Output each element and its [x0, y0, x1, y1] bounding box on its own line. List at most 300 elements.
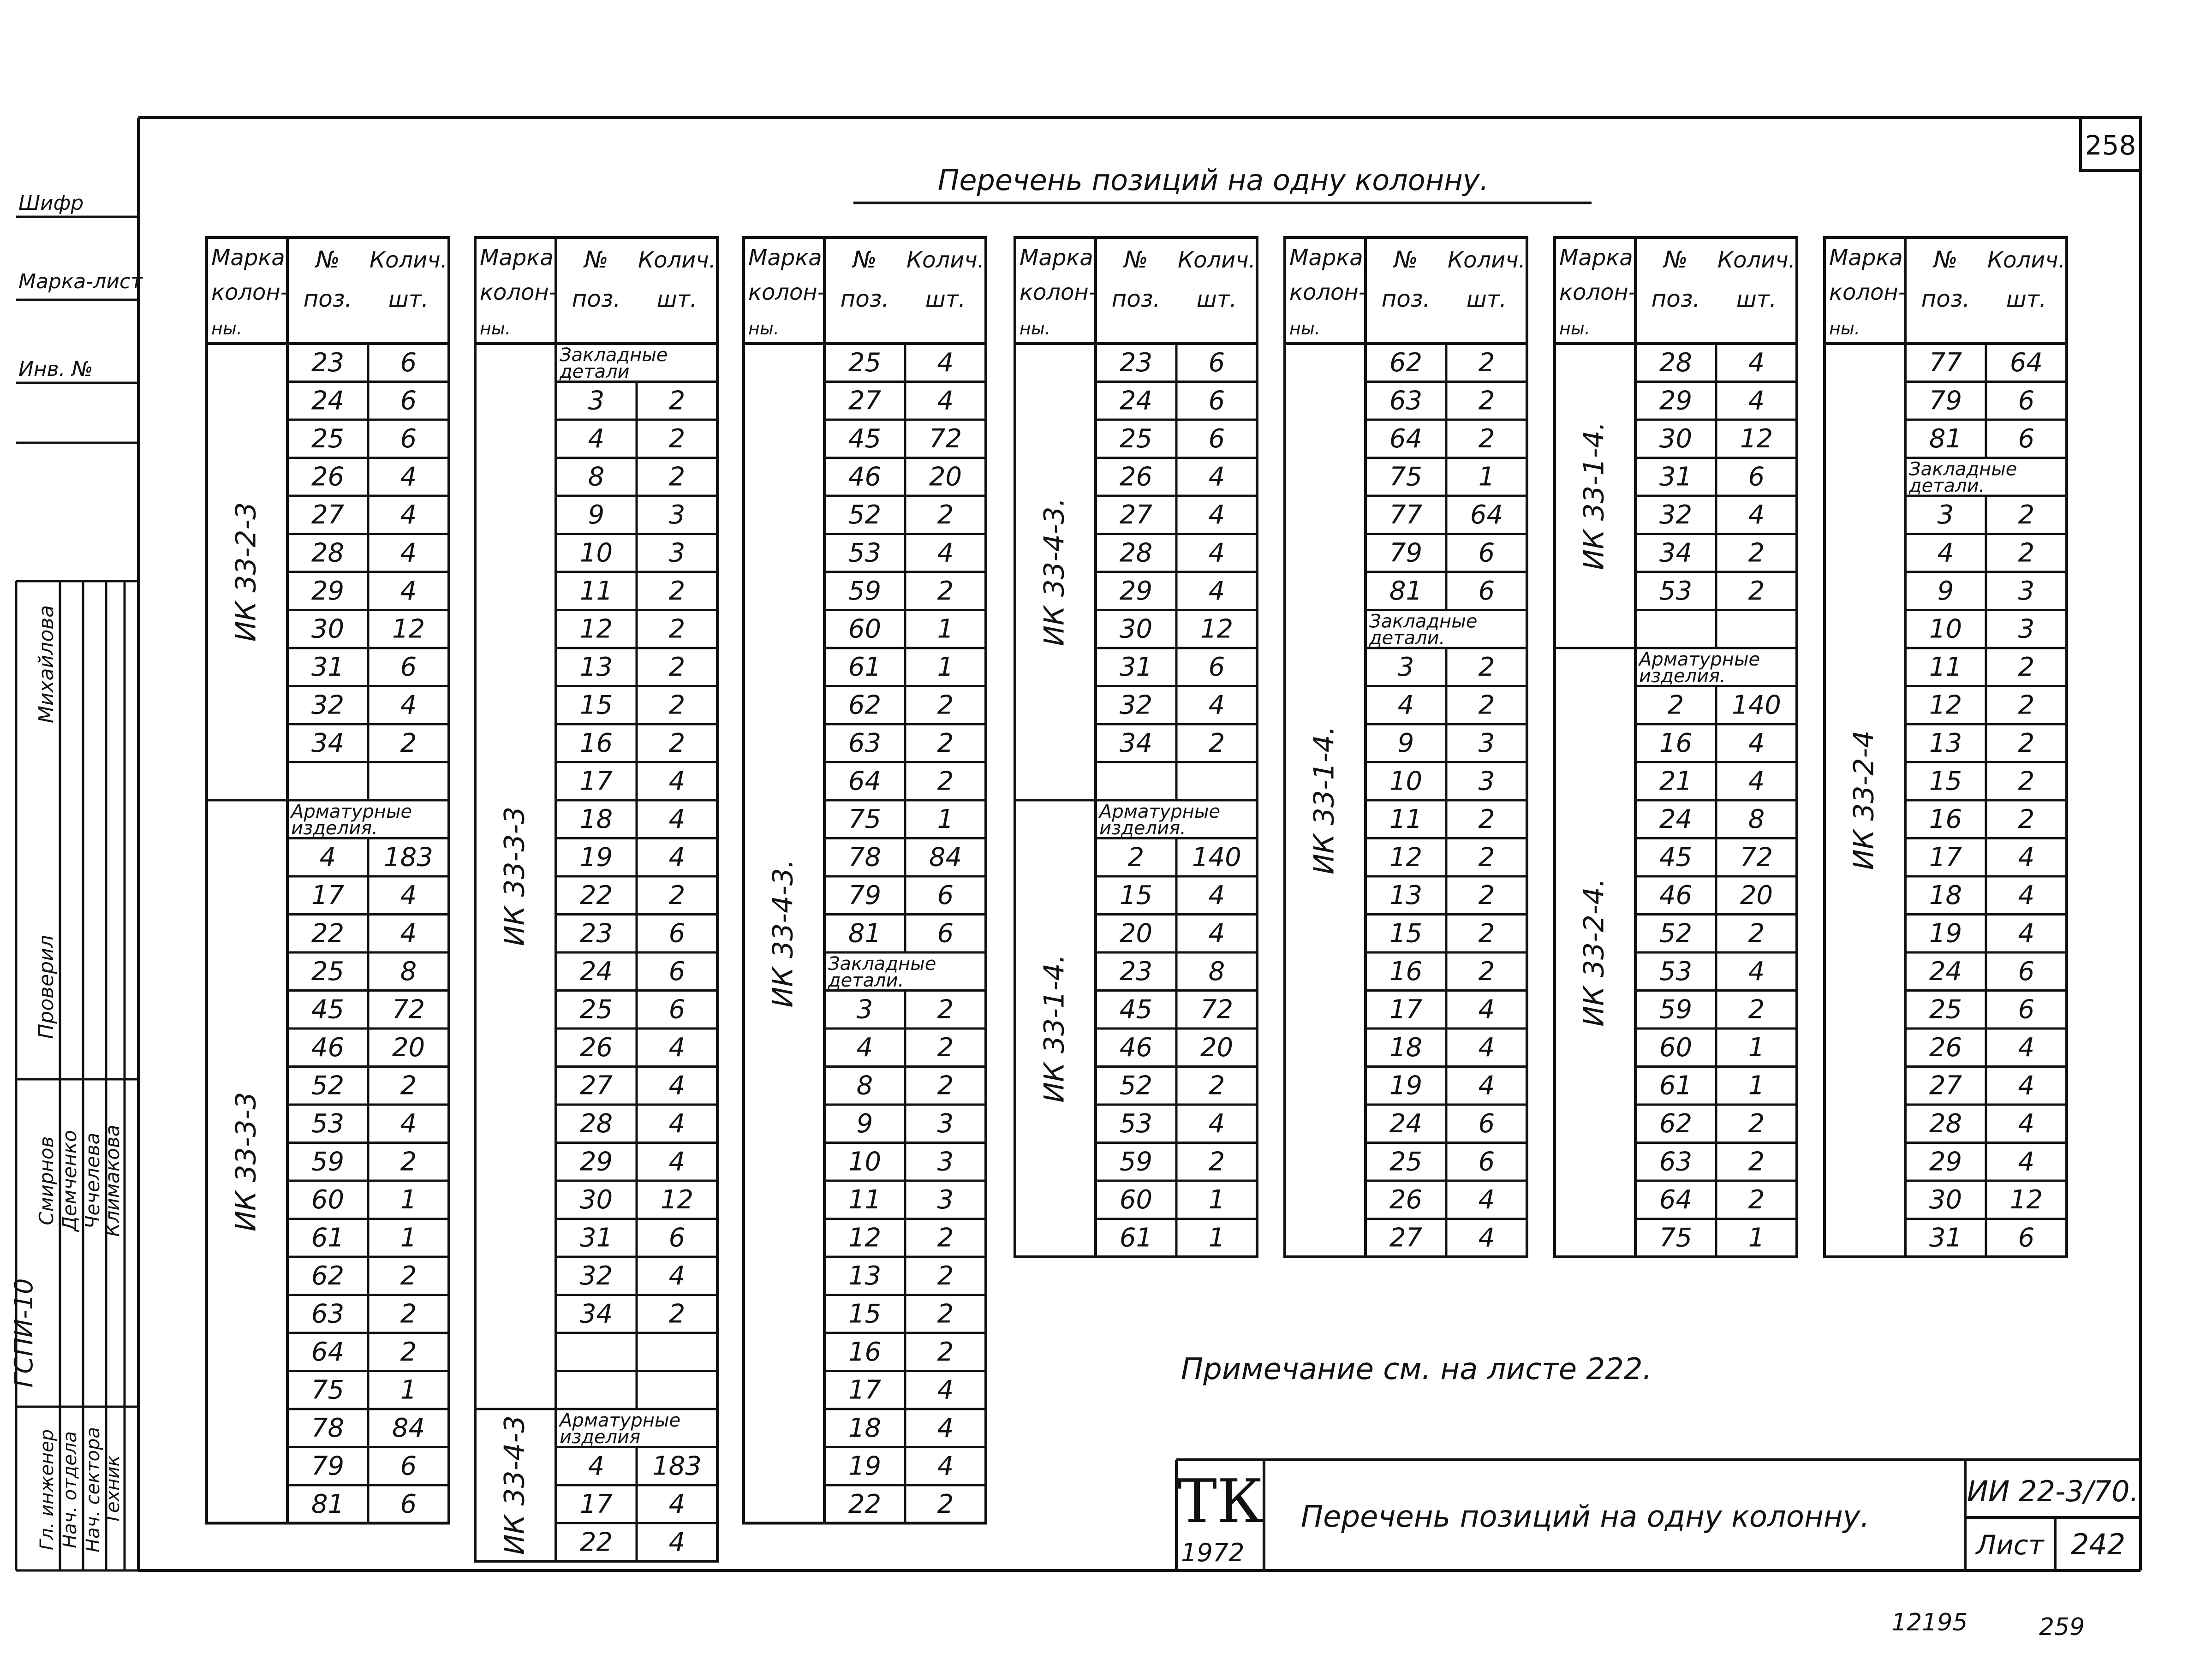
qty-cell: 2 — [1748, 576, 1765, 606]
column-mark: ИК 33-3-3 — [498, 806, 531, 946]
qty-cell: 1 — [1208, 1185, 1225, 1215]
pos-cell: 28 — [1929, 1109, 1962, 1139]
header-qty: шт. — [388, 286, 429, 312]
qty-cell: 183 — [384, 842, 433, 873]
pos-cell: 15 — [1119, 880, 1153, 910]
pos-cell: 24 — [1389, 1109, 1423, 1139]
table-row — [1659, 1109, 1765, 1139]
qty-cell: 4 — [400, 690, 417, 720]
pos-cell: 32 — [1119, 690, 1153, 720]
table-row — [1120, 424, 1225, 454]
pos-cell: 15 — [1929, 766, 1962, 797]
pos-cell: 13 — [1929, 728, 1962, 758]
table-row — [580, 919, 685, 949]
table-row — [1659, 728, 1765, 758]
table-row — [1120, 957, 1225, 987]
qty-cell: 4 — [400, 1109, 417, 1139]
table-row — [848, 538, 954, 568]
header-pos: № — [853, 246, 877, 273]
table-row — [1659, 538, 1765, 568]
pos-cell: 62 — [1659, 1109, 1693, 1139]
qty-cell: 2 — [937, 1070, 954, 1101]
side-label: Инв. № — [18, 357, 93, 381]
qty-cell: 3 — [2018, 614, 2035, 644]
header-pos: поз. — [840, 285, 889, 312]
pos-cell: 16 — [1929, 804, 1962, 834]
qty-cell: 4 — [1208, 690, 1225, 720]
position-table-6 — [1555, 238, 1797, 1257]
qty-cell: 2 — [937, 1223, 954, 1253]
pos-cell: 79 — [1929, 386, 1962, 416]
header-pos: поз. — [1111, 285, 1161, 312]
table-row — [848, 919, 954, 949]
table-row — [1389, 1223, 1495, 1253]
table-row — [1929, 424, 2034, 454]
table-row — [1389, 957, 1495, 987]
table-row — [559, 345, 668, 382]
qty-cell: 2 — [2018, 766, 2035, 797]
qty-cell: 4 — [1208, 500, 1225, 530]
table-row — [580, 690, 685, 720]
table-row — [1659, 919, 1765, 949]
table-row — [1659, 995, 1765, 1025]
table-row — [1929, 843, 2034, 873]
stamp-name: Демченко — [58, 1130, 81, 1231]
pos-cell: 8 — [588, 462, 605, 492]
header-mark: Марка — [1289, 245, 1363, 271]
header-pos: № — [1124, 246, 1148, 273]
table-row — [848, 728, 954, 758]
table-row — [558, 1410, 680, 1448]
qty-cell: 1 — [937, 614, 954, 644]
column-mark: ИК 33-1-4. — [1038, 954, 1071, 1103]
table-row — [311, 1451, 417, 1481]
table-row — [311, 1185, 417, 1215]
header-mark: Марка — [211, 245, 285, 271]
footer-left: 12195 — [1891, 1609, 1968, 1636]
qty-cell: 3 — [937, 1147, 954, 1177]
pos-cell: 46 — [1119, 1033, 1153, 1063]
pos-cell: 34 — [1119, 728, 1153, 758]
pos-cell: 81 — [311, 1489, 345, 1519]
pos-cell: 10 — [1929, 614, 1962, 644]
pos-cell: 16 — [1389, 957, 1423, 987]
header-pos: № — [584, 246, 608, 273]
table-row — [580, 880, 685, 910]
header-qty: Колич. — [1987, 247, 2065, 273]
qty-cell: 2 — [668, 690, 686, 720]
qty-cell: 4 — [668, 1070, 686, 1101]
qty-cell: 4 — [2018, 880, 2035, 910]
pos-cell: 22 — [579, 880, 613, 910]
qty-cell: 2 — [668, 728, 686, 758]
pos-cell: 34 — [1659, 538, 1693, 568]
qty-cell: 64 — [1470, 500, 1503, 530]
header-pos: № — [1933, 246, 1958, 273]
pos-cell: 2 — [1667, 690, 1684, 720]
stamp-role: Нач. сектора — [83, 1427, 104, 1553]
side-label: Марка-лист — [18, 270, 143, 293]
pos-cell: 45 — [311, 994, 345, 1025]
pos-cell: 9 — [856, 1109, 873, 1139]
pos-cell: 59 — [1119, 1147, 1153, 1177]
pos-cell: 32 — [311, 690, 345, 720]
stamp-role: Гл. инженер — [36, 1429, 58, 1551]
table-row — [1389, 576, 1495, 606]
qty-cell: 6 — [2018, 386, 2035, 416]
position-table-5 — [1285, 238, 1527, 1257]
qty-cell: 12 — [392, 614, 425, 644]
column-mark: ИК 33-1-4. — [1308, 726, 1341, 874]
table-row — [848, 1451, 954, 1481]
pos-cell: 23 — [311, 348, 345, 378]
pos-cell: 64 — [848, 766, 882, 797]
stamp-name: Климакова — [101, 1124, 124, 1237]
header-qty: шт. — [1466, 286, 1507, 312]
pos-cell: 60 — [311, 1185, 345, 1215]
qty-cell: 6 — [400, 348, 417, 378]
header-pos: № — [1663, 246, 1688, 273]
qty-cell: 6 — [400, 652, 417, 682]
table-row — [1389, 919, 1495, 949]
header-mark: ны. — [1559, 318, 1590, 339]
pos-cell: 18 — [1929, 880, 1962, 910]
qty-cell: 2 — [937, 728, 954, 758]
pos-cell: 27 — [1929, 1070, 1962, 1101]
header-qty: шт. — [656, 286, 698, 312]
qty-cell: 4 — [2018, 842, 2035, 873]
header-pos: № — [316, 246, 340, 273]
pos-cell: 4 — [1397, 690, 1414, 720]
stamp-name: Смирнов — [35, 1136, 58, 1225]
qty-cell: 4 — [1208, 1109, 1225, 1139]
pos-cell: 25 — [848, 348, 882, 378]
pos-cell: 25 — [311, 957, 345, 987]
pos-cell: 25 — [579, 994, 613, 1025]
pos-cell: 19 — [1929, 918, 1962, 949]
table-row — [1929, 690, 2034, 720]
qty-cell: 4 — [668, 766, 686, 797]
pos-cell: 79 — [311, 1451, 345, 1481]
pos-cell: 3 — [856, 994, 873, 1025]
qty-cell: 2 — [1478, 652, 1495, 682]
section-label: детали. — [828, 970, 904, 991]
title-block — [1176, 1460, 2140, 1570]
table-row — [311, 690, 417, 720]
stamp-role: Техник — [102, 1455, 124, 1524]
side-labels — [18, 191, 143, 381]
table-row — [1929, 652, 2034, 682]
header-mark: ны. — [211, 318, 242, 339]
table-row — [1389, 1071, 1495, 1101]
pos-cell: 61 — [311, 1223, 345, 1253]
qty-cell: 3 — [937, 1109, 954, 1139]
qty-cell: 6 — [937, 918, 954, 949]
pos-cell: 25 — [1929, 994, 1962, 1025]
tk-logo: ТК — [1177, 1466, 1264, 1536]
column-mark: ИК 33-4-3. — [767, 859, 799, 1008]
pos-cell: 15 — [1389, 918, 1423, 949]
pos-cell: 28 — [1119, 538, 1153, 568]
pos-cell: 24 — [1659, 804, 1693, 834]
pos-cell: 26 — [1119, 462, 1153, 492]
pos-cell: 26 — [1389, 1185, 1423, 1215]
table-row — [1389, 1185, 1495, 1215]
table-row — [1120, 348, 1225, 378]
pos-cell: 13 — [579, 652, 613, 682]
section-label: изделия. — [291, 818, 378, 839]
column-mark: ИК 33-4-3. — [1038, 498, 1071, 646]
section-label: Закладные — [1909, 458, 2017, 480]
qty-cell: 12 — [1740, 424, 1773, 454]
stamp-role: Проверил — [35, 935, 58, 1039]
table-row — [580, 1528, 685, 1558]
header-pos: поз. — [1381, 285, 1431, 312]
pos-cell: 12 — [848, 1223, 882, 1253]
table-row — [1120, 462, 1225, 492]
qty-cell: 2 — [937, 1261, 954, 1291]
pos-cell: 59 — [1659, 994, 1693, 1025]
pos-cell: 34 — [311, 728, 345, 758]
table-row — [1389, 348, 1495, 378]
pos-cell: 24 — [579, 957, 613, 987]
position-table-4 — [1015, 238, 1257, 1257]
table-row — [311, 1489, 417, 1519]
pos-cell: 3 — [588, 386, 605, 416]
qty-cell: 4 — [668, 842, 686, 873]
header-mark: Марка — [1829, 245, 1903, 271]
pos-cell: 2 — [1127, 842, 1145, 873]
qty-cell: 8 — [400, 957, 417, 987]
table-row — [1389, 538, 1495, 568]
pos-cell: 21 — [1659, 766, 1693, 797]
table-row — [580, 1223, 685, 1253]
qty-cell: 4 — [1208, 538, 1225, 568]
qty-cell: 4 — [400, 462, 417, 492]
qty-cell: 2 — [937, 766, 954, 797]
table-row — [848, 767, 954, 797]
table-row — [1389, 843, 1495, 873]
pos-cell: 81 — [1389, 576, 1423, 606]
table-row — [580, 804, 685, 834]
table-row — [828, 953, 936, 991]
qty-cell: 6 — [937, 880, 954, 910]
qty-cell: 2 — [937, 690, 954, 720]
qty-cell: 3 — [2018, 576, 2035, 606]
header-mark: ны. — [1020, 318, 1050, 339]
table-row — [320, 843, 433, 873]
pos-cell: 28 — [311, 538, 345, 568]
table-row — [1659, 576, 1765, 606]
table-row — [580, 1071, 685, 1101]
header-qty: Колич. — [1448, 247, 1526, 273]
drawing-code: ИИ 22-3/70. — [1967, 1475, 2139, 1508]
pos-cell: 79 — [1389, 538, 1423, 568]
table-row — [1120, 538, 1225, 568]
pos-cell: 18 — [579, 804, 613, 834]
header-pos: поз. — [303, 285, 352, 312]
table-row — [580, 1299, 685, 1329]
pos-cell: 60 — [1119, 1185, 1153, 1215]
table-row — [848, 386, 954, 416]
pos-cell: 59 — [311, 1147, 345, 1177]
table-row — [1659, 1147, 1765, 1177]
pos-cell: 22 — [848, 1489, 882, 1519]
table-row — [1120, 919, 1225, 949]
pos-cell: 4 — [319, 842, 336, 873]
qty-cell: 12 — [1200, 614, 1234, 644]
note: Примечание см. на листе 222. — [1181, 1352, 1652, 1386]
table-row — [1369, 611, 1477, 649]
table-row — [1929, 767, 2034, 797]
pos-cell: 10 — [1389, 766, 1423, 797]
pos-cell: 9 — [1397, 728, 1414, 758]
column-mark: ИК 33-2-4 — [1848, 730, 1880, 870]
table-row — [580, 576, 685, 606]
qty-cell: 4 — [937, 538, 954, 568]
table-row — [1120, 1109, 1225, 1139]
qty-cell: 1 — [1208, 1223, 1225, 1253]
pos-cell: 28 — [579, 1109, 613, 1139]
header-qty: шт. — [925, 286, 966, 312]
qty-cell: 2 — [2018, 500, 2035, 530]
pos-cell: 27 — [579, 1070, 613, 1101]
qty-cell: 4 — [1748, 766, 1765, 797]
qty-cell: 4 — [1478, 1070, 1495, 1101]
qty-cell: 6 — [1208, 424, 1225, 454]
table-row — [1120, 690, 1225, 720]
table-row — [1120, 1185, 1225, 1215]
table-row — [848, 1489, 954, 1519]
pos-cell: 52 — [311, 1070, 345, 1101]
header-qty: шт. — [1196, 286, 1237, 312]
qty-cell: 6 — [668, 918, 686, 949]
table-row — [1389, 1147, 1495, 1177]
qty-cell: 2 — [668, 880, 686, 910]
table-row — [1929, 957, 2034, 987]
pos-cell: 81 — [848, 918, 882, 949]
qty-cell: 2 — [2018, 690, 2035, 720]
qty-cell: 2 — [1748, 918, 1765, 949]
qty-cell: 4 — [668, 1147, 686, 1177]
table-row — [848, 1223, 954, 1253]
header-pos: поз. — [1651, 285, 1700, 312]
table-row — [848, 1413, 954, 1443]
qty-cell: 2 — [1748, 1185, 1765, 1215]
pos-cell: 22 — [579, 1527, 613, 1558]
qty-cell: 8 — [1748, 804, 1765, 834]
qty-cell: 6 — [400, 1489, 417, 1519]
qty-cell: 4 — [400, 538, 417, 568]
header-mark: ны. — [1829, 318, 1860, 339]
qty-cell: 1 — [400, 1223, 417, 1253]
pos-cell: 77 — [1929, 348, 1962, 378]
table-row — [1659, 767, 1765, 797]
qty-cell: 4 — [2018, 1147, 2035, 1177]
qty-cell: 2 — [1478, 880, 1495, 910]
table-row — [580, 1147, 685, 1177]
table-row — [580, 843, 685, 873]
table-row — [1389, 386, 1495, 416]
qty-cell: 4 — [2018, 918, 2035, 949]
pos-cell: 13 — [1389, 880, 1423, 910]
table-row — [1929, 728, 2034, 758]
qty-cell: 4 — [937, 1375, 954, 1405]
header-qty: шт. — [2006, 286, 2047, 312]
qty-cell: 6 — [2018, 957, 2035, 987]
column-mark: ИК 33-2-3 — [230, 502, 262, 642]
title-year: 1972 — [1181, 1538, 1245, 1567]
qty-cell: 3 — [668, 538, 686, 568]
qty-cell: 2 — [1478, 804, 1495, 834]
pos-cell: 75 — [311, 1375, 345, 1405]
qty-cell: 6 — [668, 1223, 686, 1253]
header-qty: Колич. — [638, 247, 716, 273]
pos-cell: 13 — [848, 1261, 882, 1291]
qty-cell: 84 — [929, 842, 962, 873]
pos-cell: 22 — [311, 918, 345, 949]
qty-cell: 2 — [937, 1489, 954, 1519]
pos-cell: 11 — [848, 1185, 882, 1215]
qty-cell: 2 — [1478, 386, 1495, 416]
sheet-label: Лист — [1976, 1529, 2044, 1561]
qty-cell: 6 — [2018, 424, 2035, 454]
pos-cell: 3 — [1937, 500, 1954, 530]
table-row — [848, 690, 954, 720]
qty-cell: 4 — [2018, 1070, 2035, 1101]
qty-cell: 4 — [668, 1033, 686, 1063]
qty-cell: 6 — [400, 424, 417, 454]
table-row — [311, 462, 417, 492]
table-row — [848, 804, 954, 834]
pos-cell: 12 — [1929, 690, 1962, 720]
pos-cell: 17 — [579, 766, 613, 797]
table-row — [1389, 1109, 1495, 1139]
header-pos: № — [1394, 246, 1418, 273]
column-mark: ИК 33-2-4. — [1578, 878, 1610, 1027]
qty-cell: 6 — [1478, 576, 1495, 606]
section-label: Закладные — [828, 953, 936, 975]
pos-cell: 3 — [1397, 652, 1414, 682]
pos-cell: 10 — [579, 538, 613, 568]
qty-cell: 4 — [937, 1413, 954, 1443]
pos-cell: 30 — [1119, 614, 1153, 644]
qty-cell: 183 — [652, 1451, 702, 1481]
qty-cell: 6 — [1208, 652, 1225, 682]
pos-cell: 53 — [1119, 1109, 1153, 1139]
header-mark: колон- — [480, 279, 557, 305]
qty-cell: 2 — [1748, 538, 1765, 568]
pos-cell: 32 — [1659, 500, 1693, 530]
pos-cell: 29 — [311, 576, 345, 606]
pos-cell: 25 — [1119, 424, 1153, 454]
pos-cell: 62 — [1389, 348, 1423, 378]
table-row — [311, 880, 417, 910]
pos-cell: 53 — [848, 538, 882, 568]
table-row — [1929, 1109, 2034, 1139]
pos-cell: 9 — [588, 500, 605, 530]
table-row — [1389, 880, 1495, 910]
qty-cell: 2 — [1208, 728, 1225, 758]
pos-cell: 79 — [848, 880, 882, 910]
qty-cell: 4 — [400, 576, 417, 606]
pos-cell: 16 — [1659, 728, 1693, 758]
pos-cell: 29 — [1929, 1147, 1962, 1177]
qty-cell: 3 — [1478, 766, 1495, 797]
table-row — [1120, 500, 1225, 530]
pos-cell: 26 — [311, 462, 345, 492]
section-label: Арматурные — [291, 801, 412, 822]
